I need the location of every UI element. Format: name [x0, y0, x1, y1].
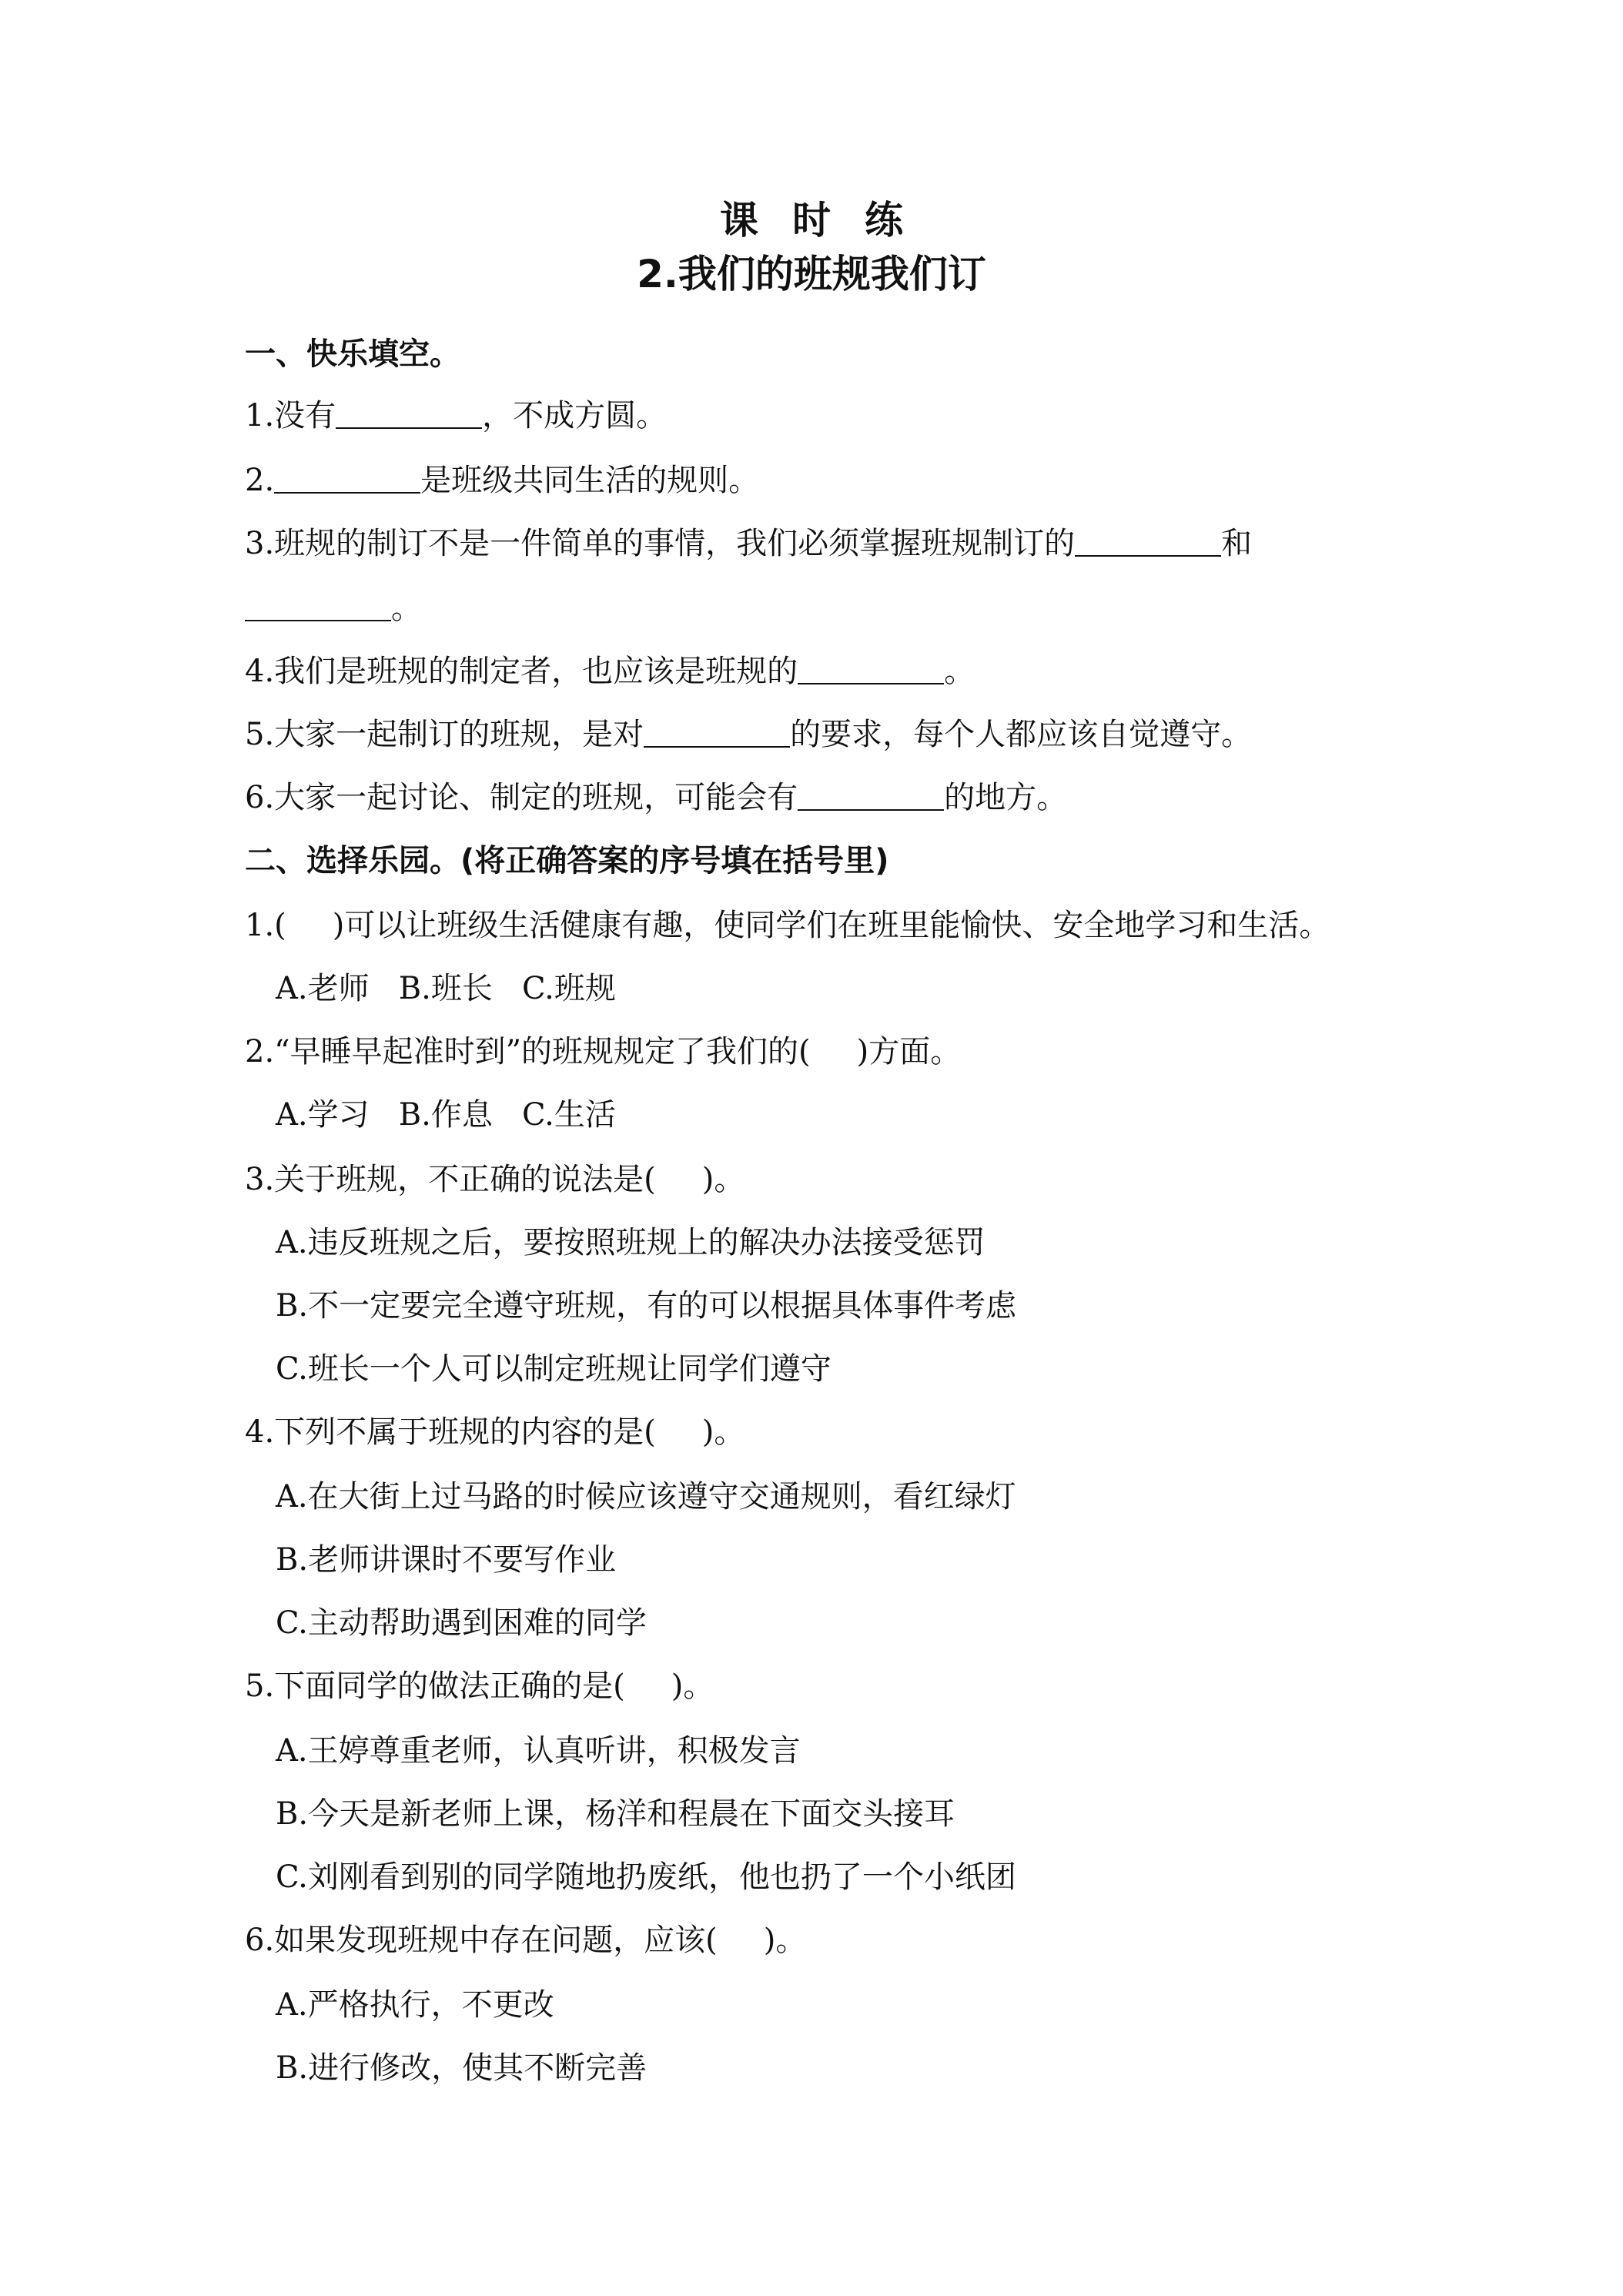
question-text: )。	[701, 1162, 745, 1197]
choice-question-2	[245, 1032, 961, 1072]
question-text: 3.班规的制订不是一件简单的事情，我们必须掌握班规制订的	[245, 526, 1076, 561]
question-text: 是班级共同生活的规则。	[420, 463, 760, 498]
choice-option-a: A.在大街上过马路的时候应该遵守交通规则，看红绿灯	[276, 1479, 1016, 1514]
question-text: )可以让班级生活健康有趣，使同学们在班里能愉快、安全地学习和生活。	[332, 908, 1330, 943]
fill-question-5	[245, 715, 1252, 755]
question-text: 。	[391, 591, 422, 626]
question-text: )。	[701, 1414, 745, 1450]
choice-options: A.学习 B.作息 C.生活	[276, 1097, 616, 1133]
answer-blank[interactable]	[798, 782, 944, 811]
section-1-heading: 一、快乐填空。	[245, 336, 460, 372]
choice-option-b: B.今天是新老师上课，杨洋和程晨在下面交头接耳	[276, 1796, 955, 1832]
question-text: )。	[671, 1668, 714, 1704]
question-text: ，不成方圆。	[482, 398, 668, 433]
choice-question-1	[245, 905, 1330, 946]
question-text: 的地方。	[944, 780, 1068, 815]
question-text: 5.下面同学的做法正确的是(	[245, 1668, 625, 1704]
question-text: 5.大家一起制订的班规，是对	[245, 717, 644, 752]
question-text: 2.	[245, 463, 275, 498]
section-2-heading: 二、选择乐园。(将正确答案的序号填在括号里)	[245, 843, 889, 879]
choice-option-b: B.不一定要完全遵守班规，有的可以根据具体事件考虑	[276, 1288, 1017, 1324]
answer-blank[interactable]	[245, 592, 391, 621]
answer-blank[interactable]	[644, 718, 790, 748]
choice-question-3	[245, 1160, 745, 1200]
question-text: 。	[944, 654, 975, 689]
question-text: )方面。	[856, 1034, 962, 1069]
fill-question-2	[245, 460, 759, 500]
question-text: 和	[1221, 526, 1253, 561]
answer-blank[interactable]	[274, 464, 420, 494]
answer-blank[interactable]	[1075, 527, 1221, 557]
choice-option-c: C.班长一个人可以制定班规让同学们遵守	[276, 1351, 832, 1387]
fill-question-3	[245, 524, 1252, 564]
choice-question-6	[245, 1920, 806, 1960]
page-title: 课时练	[720, 198, 937, 243]
choice-option-a: A.严格执行，不更改	[276, 1987, 554, 2023]
question-text: 6.大家一起讨论、制定的班规，可能会有	[245, 780, 798, 815]
choice-option-b: B.老师讲课时不要写作业	[276, 1542, 617, 1578]
choice-option-c: C.刘刚看到别的同学随地扔废纸，他也扔了一个小纸团	[276, 1859, 1016, 1895]
question-text: 3.关于班规，不正确的说法是(	[245, 1162, 656, 1197]
choice-options: A.老师 B.班长 C.班规	[276, 971, 616, 1006]
choice-option-a: A.王婷尊重老师，认真听讲，积极发言	[276, 1733, 801, 1769]
choice-option-a: A.违反班规之后，要按照班规上的解决办法接受惩罚	[276, 1225, 986, 1260]
choice-question-5	[245, 1666, 714, 1706]
choice-option-c: C.主动帮助遇到困难的同学	[276, 1605, 647, 1641]
answer-blank[interactable]	[336, 400, 482, 429]
fill-question-6	[245, 778, 1067, 818]
question-text: 4.我们是班规的制定者，也应该是班规的	[245, 654, 798, 689]
lesson-title: 2.我们的班规我们订	[637, 252, 986, 296]
fill-question-1	[245, 396, 667, 436]
question-text: 1.(	[245, 908, 286, 943]
question-text: 6.如果发现班规中存在问题，应该(	[245, 1923, 718, 1958]
question-text: 2.“早睡早起准时到”的班规规定了我们的(	[245, 1034, 811, 1069]
answer-blank[interactable]	[798, 655, 944, 684]
choice-option-b: B.进行修改，使其不断完善	[276, 2050, 648, 2086]
question-text: 的要求，每个人都应该自觉遵守。	[790, 717, 1253, 752]
fill-question-3-continued	[245, 588, 422, 628]
question-text: 1.没有	[245, 398, 336, 433]
fill-question-4	[245, 651, 975, 691]
question-text: 4.下列不属于班规的内容的是(	[245, 1414, 656, 1450]
choice-question-4	[245, 1412, 745, 1452]
question-text: )。	[763, 1923, 807, 1958]
